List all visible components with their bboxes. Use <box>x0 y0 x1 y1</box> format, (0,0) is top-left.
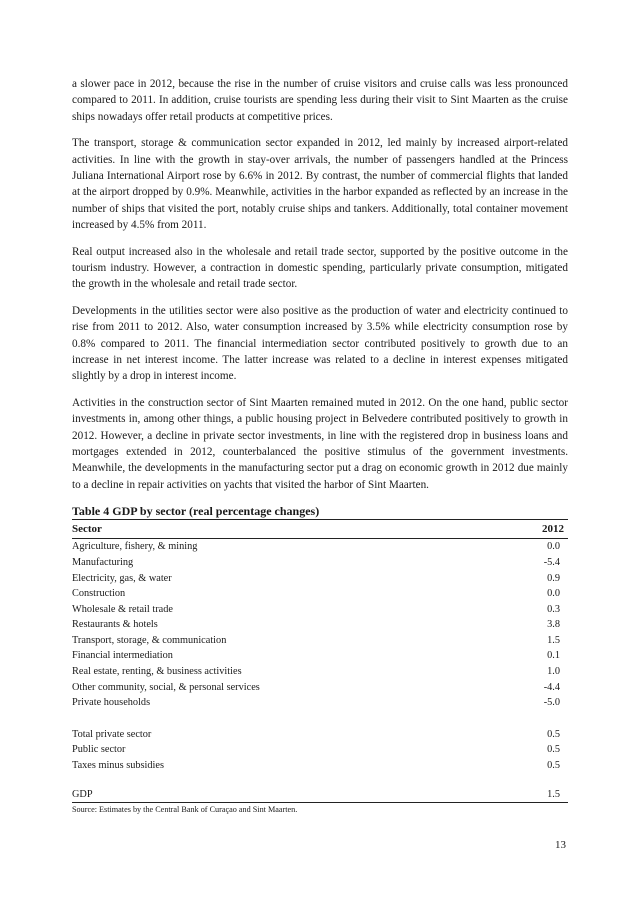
gdp-table <box>72 503 568 815</box>
table-row <box>72 758 568 774</box>
paragraph-cruise: a slower pace in 2012, because the rise in the number of cruise visitors and cruise calls was less pronounced compared to 2011. In addition, cruise tourists are spending less during their visit to Sint Maarten as the cruise ships nowadays offer retail products at competitive prices. <box>72 78 568 123</box>
row-label: Real estate, renting, & business activities <box>72 666 242 678</box>
row-label: Manufacturing <box>72 556 134 568</box>
table-row <box>72 742 568 758</box>
row-label: Electricity, gas, & water <box>72 572 172 584</box>
row-value: 0.5 <box>547 728 560 740</box>
row-label: GDP <box>72 788 93 800</box>
header-year: 2012 <box>542 523 564 536</box>
row-label: Construction <box>72 588 126 600</box>
paragraph-construction: Activities in the construction sector of Sint Maarten remained muted in 2012. On the one hand, public sector investments in, among other things, a public housing project in Belvedere contributed positively to growth in 2012. However, a decline in private sector investments, in line with the registered drop in business loans and mortgages extended in 2012, counterbalanced the positive stimulus of the government investments. Meanwhile, the developments in the manufacturing sector put a drag on economic growth in 2012 due mainly to a decline in repair activities on yachts that visited the harbor of Sint Maarten. <box>72 397 568 491</box>
row-value: 1.0 <box>547 666 560 678</box>
table-row <box>72 664 568 680</box>
row-value: 0.5 <box>547 744 560 756</box>
table-title: Table 4 GDP by sector (real percentage changes) <box>72 504 320 519</box>
row-value: 0.3 <box>547 603 560 615</box>
table-spacer <box>72 711 568 727</box>
row-label: Private households <box>72 697 151 709</box>
paragraph-trade: Real output increased also in the wholesale and retail trade sector, supported by the positive outcome in the tourism industry. However, a contraction in domestic spending, particularly private consumption, mitigated the growth in the wholesale and retail trade sector. <box>72 245 568 291</box>
table-row <box>72 727 568 743</box>
table-row <box>72 695 568 711</box>
row-label: Taxes minus subsidies <box>72 760 164 772</box>
row-value: -5.0 <box>543 697 560 709</box>
row-label: Other community, social, & personal services <box>72 681 260 693</box>
table-bottom-rule <box>72 802 568 803</box>
paragraph-transport: The transport, storage & communication sector expanded in 2012, led mainly by increased airport-related activities. In line with the growth in stay-over arrivals, the number of passengers handled at the Princess Juliana International Airport rose by 6.6% in 2012. By contrast, the number of commercial flights that landed at the airport dropped by 0.9%. Meanwhile, activities in the harbor expanded as reflected by an increase in the number of ships that visited the port, notably cruise ships and tankers. Additionally, total container movement increased by 4.5% from 2011. <box>72 137 568 231</box>
page-number: 13 <box>555 839 566 851</box>
row-value: 0.1 <box>547 650 560 662</box>
header-sector: Sector <box>72 523 102 536</box>
table-row <box>72 680 568 696</box>
row-value: 0.5 <box>547 760 560 772</box>
row-label: Wholesale & retail trade <box>72 603 173 615</box>
total-rows <box>72 727 568 774</box>
gdp-row <box>72 787 568 803</box>
row-value: 0.9 <box>547 572 560 584</box>
sector-rows <box>72 539 568 711</box>
row-value: 1.5 <box>547 788 560 800</box>
row-label: Financial intermediation <box>72 650 173 662</box>
table-row <box>72 633 568 649</box>
document-page <box>72 76 568 815</box>
table-row <box>72 571 568 587</box>
table-header <box>72 520 568 538</box>
row-value: -5.4 <box>543 556 560 568</box>
row-label: Transport, storage, & communication <box>72 634 227 646</box>
table-source: Source: Estimates by the Central Bank of Curaçao and Sint Maarten. <box>72 805 298 815</box>
table-row <box>72 539 568 555</box>
row-value: 1.5 <box>547 634 560 646</box>
table-spacer <box>72 774 568 787</box>
row-value: 3.8 <box>547 619 560 631</box>
row-value: 0.0 <box>547 588 560 600</box>
row-value: -4.4 <box>543 681 560 693</box>
row-label: Restaurants & hotels <box>72 619 158 631</box>
table-row <box>72 602 568 618</box>
row-label: Total private sector <box>72 728 152 740</box>
paragraph-utilities: Developments in the utilities sector were also positive as the production of water and electricity continued to rise from 2011 to 2012. Also, water consumption increased by 3.5% while electricity consumption rose by 0.8% compared to 2011. The financial intermediation sector contributed positively to growth due to an increase in net interest income. The latter increase was related to a decline in interest expenses mitigated slightly by a drop in interest income. <box>72 305 568 383</box>
table-row <box>72 648 568 664</box>
row-label: Public sector <box>72 744 126 756</box>
row-label: Agriculture, fishery, & mining <box>72 541 198 553</box>
table-row <box>72 617 568 633</box>
table-row <box>72 586 568 602</box>
table-row <box>72 555 568 571</box>
row-value: 0.0 <box>547 541 560 553</box>
